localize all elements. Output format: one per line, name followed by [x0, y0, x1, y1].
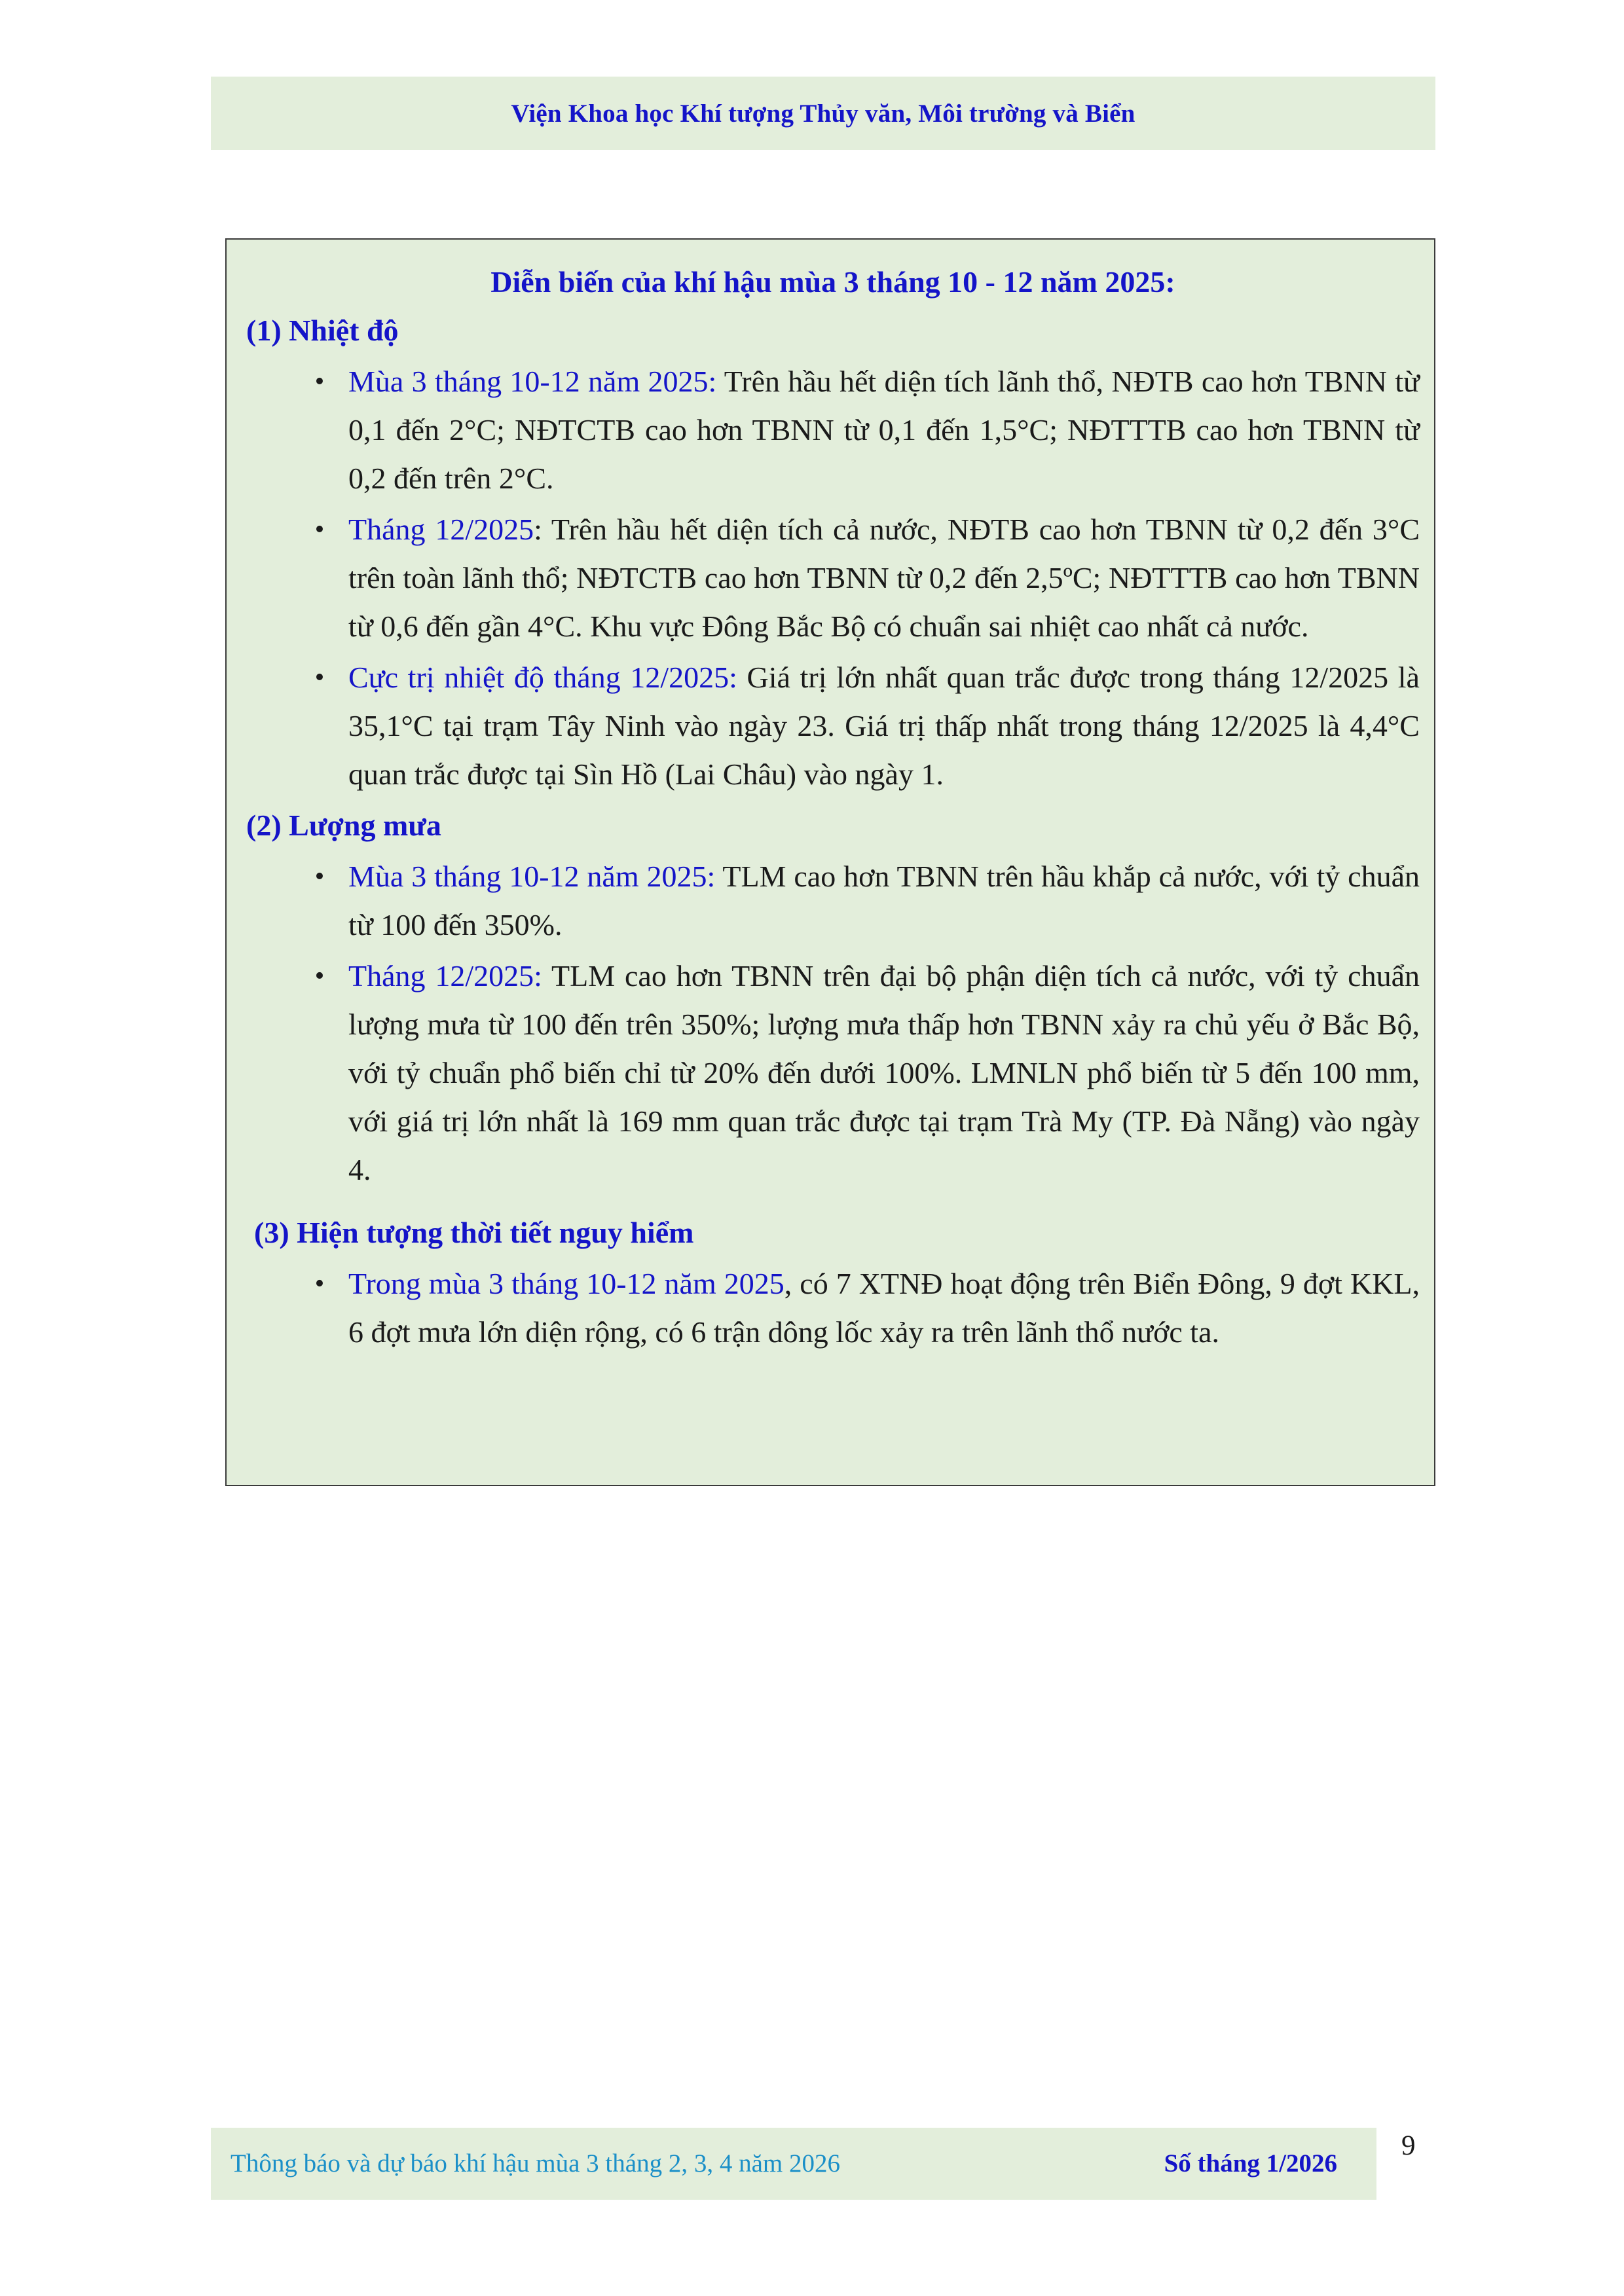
item-text: TLM cao hơn TBNN trên hầu khắp cả nước, với tỷ chuẩn từ 100 đến 350%.	[348, 860, 1420, 941]
item-label: Mùa 3 tháng 10-12 năm 2025:	[348, 365, 717, 398]
item-text: , có 7 XTNĐ hoạt động trên Biển Đông, 9 đợt KKL, 6 đợt mưa lớn diện rộng, có 6 trận dông lốc xảy ra trên lãnh thổ nước ta.	[348, 1267, 1420, 1349]
box-title: Diễn biến của khí hậu mùa 3 tháng 10 - 12 năm 2025:	[490, 265, 1175, 299]
item-label: Tháng 12/2025:	[348, 959, 542, 993]
climate-summary-box	[225, 238, 1435, 1486]
footer-publication-title: Thông báo và dự báo khí hậu mùa 3 tháng 2, 3, 4 năm 2026	[231, 2149, 840, 2178]
section-heading-temperature: (1) Nhiệt độ	[246, 314, 399, 347]
list-item	[241, 852, 1420, 949]
bullet-icon: •	[314, 515, 325, 545]
item-label: Tháng 12/2025	[348, 513, 534, 546]
list-item	[241, 952, 1420, 1194]
bullet-icon: •	[314, 367, 325, 397]
list-item	[241, 505, 1420, 651]
item-text: TLM cao hơn TBNN trên đại bộ phận diện tích cả nước, với tỷ chuẩn lượng mưa từ 100 đến trên 350%; lượng mưa thấp hơn TBNN xảy ra chủ yếu ở Bắc Bộ, với tỷ chuẩn phổ biến chỉ từ 20% đến dưới 100%. LMNLN phổ biến từ 5 đến 100 mm, với giá trị lớn nhất là 169 mm quan trắc được tại trạm Trà My (TP. Đà Nẵng) vào ngày 4.	[348, 959, 1420, 1186]
header-band	[211, 77, 1435, 150]
header-title: Viện Khoa học Khí tượng Thủy văn, Môi trường và Biển	[511, 99, 1135, 128]
item-text: Trên hầu hết diện tích lãnh thổ, NĐTB cao hơn TBNN từ 0,1 đến 2°C; NĐTCTB cao hơn TBNN từ 0,1 đến 1,5°C; NĐTTTB cao hơn TBNN từ 0,2 đến trên 2°C.	[348, 365, 1420, 495]
bullet-icon: •	[314, 961, 325, 991]
section-heading-hazards: (3) Hiện tượng thời tiết nguy hiểm	[254, 1216, 694, 1249]
temperature-list	[241, 357, 1420, 799]
hazards-list	[241, 1260, 1420, 1357]
item-label: Trong mùa 3 tháng 10-12 năm 2025	[348, 1267, 784, 1300]
rainfall-list	[241, 852, 1420, 1194]
section-heading-rainfall: (2) Lượng mưa	[246, 809, 441, 842]
bullet-icon: •	[314, 862, 325, 892]
item-label: Cực trị nhiệt độ tháng 12/2025:	[348, 661, 737, 694]
list-item	[241, 653, 1420, 799]
list-item	[241, 1260, 1420, 1357]
item-label: Mùa 3 tháng 10-12 năm 2025:	[348, 860, 716, 893]
footer-issue-number: Số tháng 1/2026	[1164, 2149, 1337, 2178]
item-text: Giá trị lớn nhất quan trắc được trong tháng 12/2025 là 35,1°C tại trạm Tây Ninh vào ngày 23. Giá trị thấp nhất trong tháng 12/2025 là 4,4°C quan trắc được tại Sìn Hồ (Lai Châu) vào ngày 1.	[348, 661, 1420, 791]
bullet-icon: •	[314, 1269, 325, 1299]
item-text: : Trên hầu hết diện tích cả nước, NĐTB cao hơn TBNN từ 0,2 đến 3°C trên toàn lãnh thổ; NĐTCTB cao hơn TBNN từ 0,2 đến 2,5ºC; NĐTTTB cao hơn TBNN từ 0,6 đến gần 4°C. Khu vực Đông Bắc Bộ có chuẩn sai nhiệt cao nhất cả nước.	[348, 513, 1420, 643]
list-item	[241, 357, 1420, 503]
footer-band	[211, 2128, 1376, 2200]
bullet-icon: •	[314, 663, 325, 693]
page-number: 9	[1401, 2130, 1416, 2161]
